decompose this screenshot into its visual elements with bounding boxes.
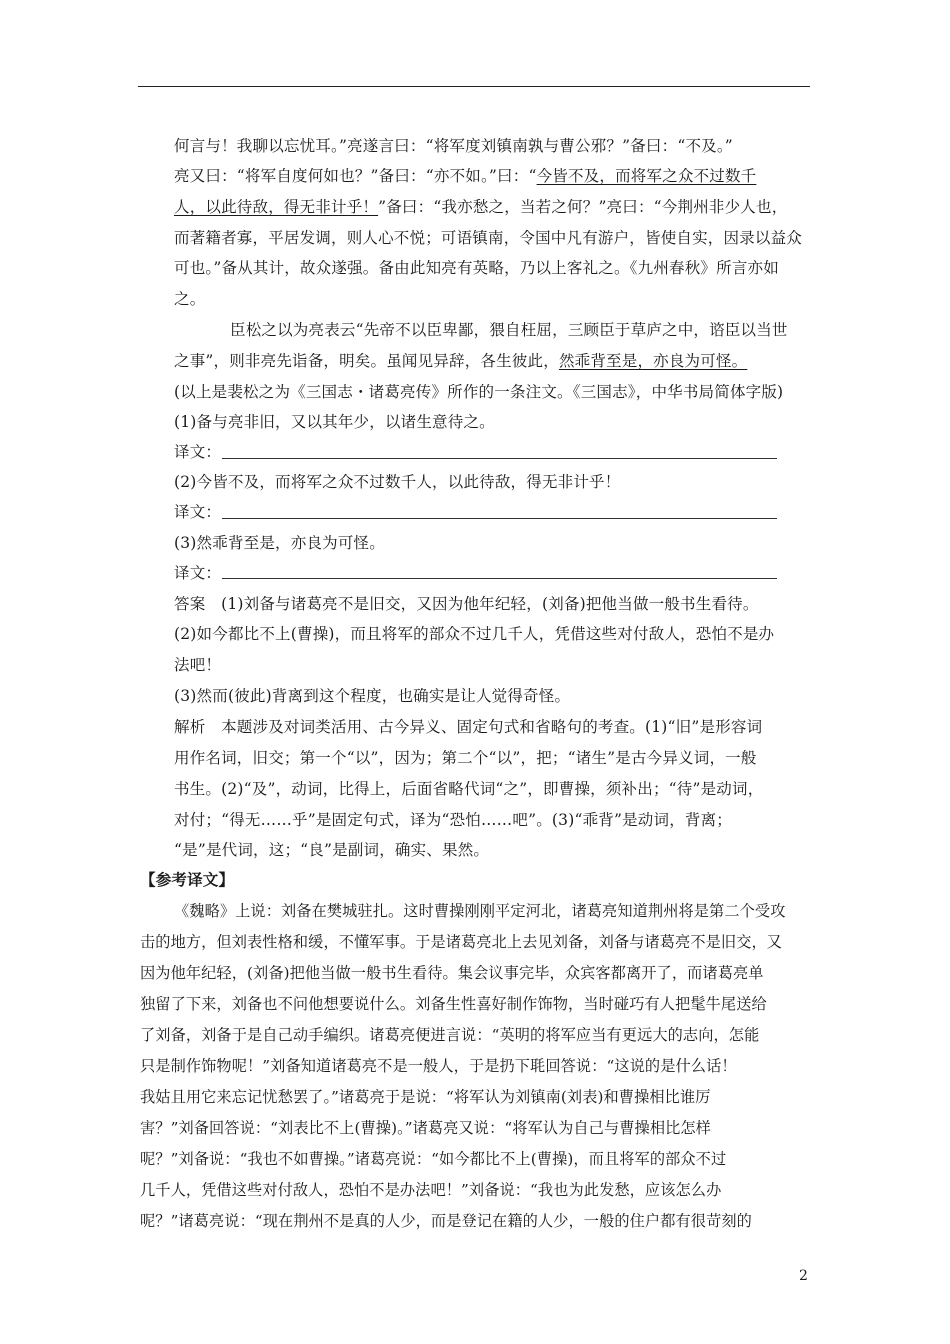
translation-line: 呢？”诸葛亮说：“现在荆州不是真的人少，而是登记在籍的人少，一般的住户都有很苛刻的 xyxy=(140,1212,752,1230)
analysis-line: “是”是代词，这；“良”是副词，确实、果然。 xyxy=(174,841,490,859)
translation-line: 了刘备，刘备于是自己动手编织。诸葛亮便进言说：“英明的将军应当有更远大的志向，怎能 xyxy=(140,1026,760,1044)
translation-line: 呢？”刘备说：“我也不如曹操。”诸葛亮说：“如今都比不上(曹操)，而且将军的部众不过 xyxy=(140,1150,727,1168)
answer-blank[interactable] xyxy=(222,518,777,519)
answer-label: 译文： xyxy=(174,564,222,582)
page-number: 2 xyxy=(799,1268,808,1284)
answer-blank[interactable] xyxy=(222,458,777,459)
analysis-line: 书生。(2)“及”，动词，比得上，后面省略代词“之”，即曹操，须补出；“待”是动词， xyxy=(174,780,764,798)
translation-line: 独留了下来，刘备也不问他想要说什么。刘备生性喜好制作饰物，当时碰巧有人把髦牛尾送给 xyxy=(140,995,767,1013)
analysis-line: 解析 本题涉及对词类活用、古今异义、固定句式和省略句的考查。(1)“旧”是形容词 xyxy=(174,718,763,736)
underlined-sentence: 人，以此待敌，得无非计乎！ xyxy=(174,198,379,216)
answer-line: (2)如今都比不上(曹操)，而且将军的部众不过几千人，凭借这些对付敌人，恐怕不是办 xyxy=(174,625,775,643)
question-1: (1)备与亮非旧，又以其年少，以诸生意待之。 xyxy=(174,413,495,431)
translation-line: 几千人，凭借这些对付敌人，恐怕不是办法吧！”刘备说：“我也为此发愁，应该怎么办 xyxy=(140,1181,722,1199)
passage-line: 之事”，则非亮先诣备，明矣。虽闻见异辞，各生彼此，然乖背至是，亦良为可怪。 xyxy=(174,352,748,370)
answer-line: 答案 (1)刘备与诸葛亮不是旧交，又因为他年纪轻，(刘备)把他当做一般书生看待。 xyxy=(174,595,759,613)
passage-line: 而著籍者寡，平居发调，则人心不悦；可语镇南，令国中凡有游户，皆使自实，因录以益众 xyxy=(174,229,803,247)
translation-line: 我姑且用它来忘记忧愁罢了。”诸葛亮于是说：“将军认为刘镇南(刘表)和曹操相比谁厉 xyxy=(140,1088,711,1106)
passage-line: 何言与！我聊以忘忧耳。”亮遂言曰：“将军度刘镇南孰与曹公邪？”备曰：“不及。” xyxy=(174,137,733,155)
underlined-sentence: 今皆不及，而将军之众不过数千 xyxy=(536,167,757,185)
translation-line: 《魏略》上说：刘备在樊城驻扎。这时曹操刚刚平定河北，诸葛亮知道荆州将是第二个受攻 xyxy=(174,902,786,920)
translation-line: 只是制作饰物呢！”刘备知道诸葛亮不是一般人，于是扔下毦回答说：“这说的是什么话！ xyxy=(140,1057,737,1075)
passage-line: 可也。”备从其计，故众遂强。备由此知亮有英略，乃以上客礼之。《九州春秋》所言亦如 xyxy=(174,259,779,277)
passage-line: 之。 xyxy=(174,290,206,308)
passage-line: 人，以此待敌，得无非计乎！”备曰：“我亦愁之，当若之何？”亮曰：“今荆州非少人也， xyxy=(174,198,788,216)
answer-label: 译文： xyxy=(174,443,222,461)
question-2: (2)今皆不及，而将军之众不过数千人，以此待敌，得无非计乎！ xyxy=(174,473,621,491)
analysis-line: 对付；“得无……乎”是固定句式，译为“恐怕……吧”。(3)“乖背”是动词，背离； xyxy=(174,811,733,829)
header-rule xyxy=(138,86,810,87)
translation-line: 击的地方，但刘表性格和缓，不懂军事。于是诸葛亮北上去见刘备，刘备与诸葛亮不是旧交，又 xyxy=(140,933,783,951)
source-note: (以上是裴松之为《三国志・诸葛亮传》所作的一条注文。《三国志》，中华书局简体字版) xyxy=(174,383,784,401)
analysis-line: 用作名词，旧交；第一个“以”，因为；第二个“以”，把；“诸生”是古今异义词，一般 xyxy=(174,749,757,767)
answer-line: (3)然而(彼此)背离到这个程度，也确实是让人觉得奇怪。 xyxy=(174,687,571,705)
answer-blank[interactable] xyxy=(222,578,777,579)
question-3: (3)然乖背至是，亦良为可怪。 xyxy=(174,534,385,552)
answer-line: 法吧！ xyxy=(174,656,222,674)
passage-line: 亮又曰：“将军自度何如也？”备曰：“亦不如。”曰：“今皆不及，而将军之众不过数千 xyxy=(174,167,757,185)
translation-heading: 【参考译文】 xyxy=(140,870,235,889)
translation-line: 害？”刘备回答说：“刘表比不上(曹操)。”诸葛亮又说：“将军认为自己与曹操相比怎样 xyxy=(140,1119,711,1137)
answer-label: 译文： xyxy=(174,503,222,521)
passage-line: 臣松之以为亮表云“先帝不以臣卑鄙，猥自枉屈，三顾臣于草庐之中，谘臣以当世 xyxy=(230,321,788,339)
translation-line: 因为他年纪轻，(刘备)把他当做一般书生看待。集会议事完毕，众宾客都离开了，而诸葛亮单 xyxy=(140,964,764,982)
underlined-sentence: 然乖背至是，亦良为可怪。 xyxy=(558,352,748,370)
